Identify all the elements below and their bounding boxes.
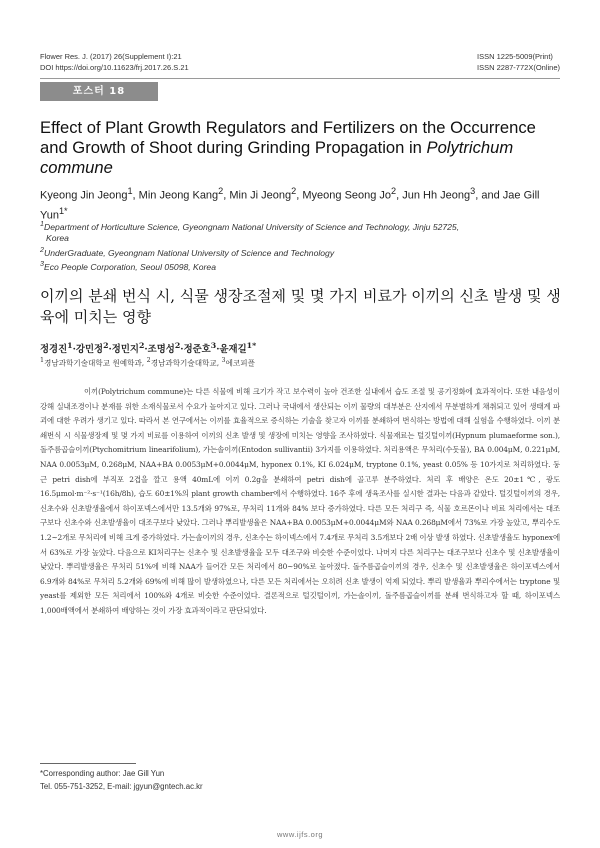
affiliation-1: $^1$Department of Horticulture Science, Gyeongnam National University of Science and Technology, Jinju 52725, xyxy=(40,220,460,232)
korean-affiliation-2: 경남과학기술대학교, xyxy=(150,358,220,368)
korean-author: 강민정 xyxy=(75,344,104,356)
journal-line: Flower Res. J. (2017) 26(Supplement I):21 xyxy=(40,52,182,61)
issn-online: ISSN 2287-772X(Online) xyxy=(477,62,560,72)
korean-author: 윤재길 xyxy=(219,344,247,356)
author-affil-mark: 2 xyxy=(391,186,397,196)
issn-print: ISSN 1225-5009(Print) xyxy=(477,52,553,61)
author: Min Jeong Kang xyxy=(138,189,219,202)
korean-author: 정경진 xyxy=(40,344,68,356)
author: Jae Gill Yun xyxy=(40,189,540,222)
author-affil-mark: 1* xyxy=(58,205,68,216)
affiliations xyxy=(40,219,560,273)
header-divider xyxy=(40,78,560,79)
journal-citation xyxy=(40,52,189,73)
author: Jun Hh Jeong xyxy=(402,189,471,202)
korean-author: 조명성 xyxy=(147,344,175,356)
footnote-divider xyxy=(40,763,136,764)
author: Myeong Seong Jo xyxy=(302,189,392,202)
affiliation-2: $^2$UnderGraduate, Gyeongnam National University of Science and Technology xyxy=(40,245,335,258)
doi-line[interactable]: DOI https://doi.org/10.11623/frj.2017.26.S.21 xyxy=(40,62,189,72)
korean-author: 정준호 xyxy=(183,344,211,356)
author-list: Kyeong Jin Jeong$^1$, Min Jeong Kang$^2$, Min Ji Jeong$^2$, Myeong Seong Jo$^2$, Jun Hh Jeong$^3$, and Jae Gill Yun$^{1*}$ xyxy=(40,186,540,222)
affiliation-1-cont: Korea xyxy=(46,233,69,244)
author-affil-mark: 3 xyxy=(470,186,476,196)
paper-title xyxy=(40,118,560,178)
author: Kyeong Jin Jeong xyxy=(40,189,128,202)
korean-author: 정민지 xyxy=(111,344,139,356)
footer-url[interactable]: www.ijfs.org xyxy=(276,830,323,839)
contact-info: Tel. 055-751-3252, E-mail: jgyun@gntech.ac.kr xyxy=(40,782,203,791)
korean-affiliations: $^1$경남과학기술대학교 원예학과, $^2$경남과학기술대학교, $^3$에코피플 xyxy=(40,357,255,368)
affiliation-3: $^3$Eco People Corporation, Seoul 05098, Korea xyxy=(40,259,216,272)
author-affil-mark: 1 xyxy=(127,186,133,196)
poster-badge: 포스터 18 xyxy=(40,82,158,101)
author-affil-mark: 2 xyxy=(291,186,297,196)
corresponding-author: *Corresponding author: Jae Gill Yun xyxy=(40,769,165,778)
korean-author-list: 정경진$^1$·강민정$^2$·정민지$^2$·조명성$^2$·정준호$^3$·윤재길$^{1*}$ xyxy=(40,341,257,356)
issn-block xyxy=(477,52,560,73)
korean-affiliation-3: 에코피플 xyxy=(225,358,255,368)
abstract-body: 이끼(Polytrichum commune)는 다른 식물에 비해 크기가 작고 보수력이 높아 건조한 실내에서 습도 조절 및 공기정화에 효과적이다. 또한 내음성이 강해 실내조경이나 분재를 위한 소재식물로서 수요가 높아지고 있다. 그러나 국내에서 생산되는 이끼 물량의 대부분은 산지에서 무분별하게 채취되고 있어 생태계 파괴에 대한 우려가 생기고 있다. 따라서 본 연구에서는 이끼를 효율적으로 증식하는 기술을 찾고자 이끼를 분쇄하여 번식하는 방법에 대해 실험을 수행하였다. 이끼 분쇄번식 시 식물생장제 및 몇 가지 비료를 이용하여 이끼의 신초 발생 및 생장에 미치는 영향을 조사하였다. 식물재료는 털깃털이끼(Hypnum plumaeforme son.), 돌주름곱슬이끼(Ptychomitrium linearifolium), 가는솔이끼(Entodon sullivantii) 3가지를 이용하였다. 처리용액은 무처리(수돗물), BA 0.004μM, 0.221μM, NAA 0.0053μM, 0.268μM, NAA+BA 0.0053μM+0.0044μM, hyponex 0.1%, KI 6.024μM, tryptone 0.1%, yeast 0.05% 등 10가지로 처리하였다. 둥근 petri dish에 부직포 2겹을 깔고 용액 40mL에 이끼 0.2g을 분쇄하여 petri dish에 골고루 분주하였다. 처리 후 배양은 온도 20±1℃, 광도 16.5μmol·m⁻²·s⁻¹(16h/8h), 습도 60±1%의 plant growth chamber에서 수행하였다. 16주 후에 생육조사를 실시한 결과는 다음과 같았다. 털깃털이끼의 경우, 신초수와 신초발생율에서 하이포넥스에서만 13.5개와 97%로, 무처리 11개와 84% 보다 증가하였다. 다른 모든 처리구 즉, 식물 호르몬이나 비료 처리에서는 대조구보다 신초수와 신초발생율이 대조구보다 낮았다. 그러나 뿌리발생율은 NAA+BA 0.0053μM+0.0044μM와 NAA 0.268μM에서 73%로 가장 높았고, 뿌리수도 1.2~2개로 무처리에 비해 크게 증가하였다. 가는솔이끼의 경우, 신초수는 하이넥스에서 7.4개로 무처리 3.5개보다 2배 이상 발생 하였다. 신초발생율도 hyponex에서 63%로 가장 높았다. 다음으로 KI처리구는 신초수 및 신초발생율을 모두 대조구와 비슷한 수준이었다. 나머지 다른 처리구는 대조구보다 신초수 및 신초발생율이 낮았다. 뿌리발생율은 무처리 51%에 비해 NAA가 들어간 모든 처리에서 80~90%로 높아졌다. 돌주름곱슬이끼의 경우, 신초수 및 신초발생율은 하이포넥스에서 6.9개와 84%로 무처리 5.2개와 69%에 비해 많이 발생하였으나, 다른 모든 처리에서는 오히려 신초 발생이 억제 되었다. 뿌리 발생율과 뿌리수에서는 tryptone 및 yeast를 제외한 모든 처리에서 100%와 4개로 비슷한 수준이었다. 결론적으로 털깃털이끼, 가는솔이끼, 돌주름곱슬이끼를 분쇄 번식하고자 할 때, 하이포넥스 1,000배액에서 분쇄하여 배양하는 것이 가장 효과적이라고 판단되었다. xyxy=(40,387,560,615)
title-species: Polytrichum commune xyxy=(40,138,514,177)
footnote xyxy=(40,767,560,793)
author: Min Ji Jeong xyxy=(229,189,292,202)
korean-title: 이끼의 분쇄 번식 시, 식물 생장조절제 및 몇 가지 비료가 이끼의 신초 발생 및 생육에 미치는 영향 xyxy=(40,287,561,326)
korean-affiliation-1: 경남과학기술대학교 원예학과, xyxy=(44,358,145,368)
title-main: Effect of Plant Growth Regulators and Fertilizers on the Occurrence and Growth of Shoot during Grinding Propagation in xyxy=(40,118,536,157)
author-affil-mark: 2 xyxy=(218,186,224,196)
